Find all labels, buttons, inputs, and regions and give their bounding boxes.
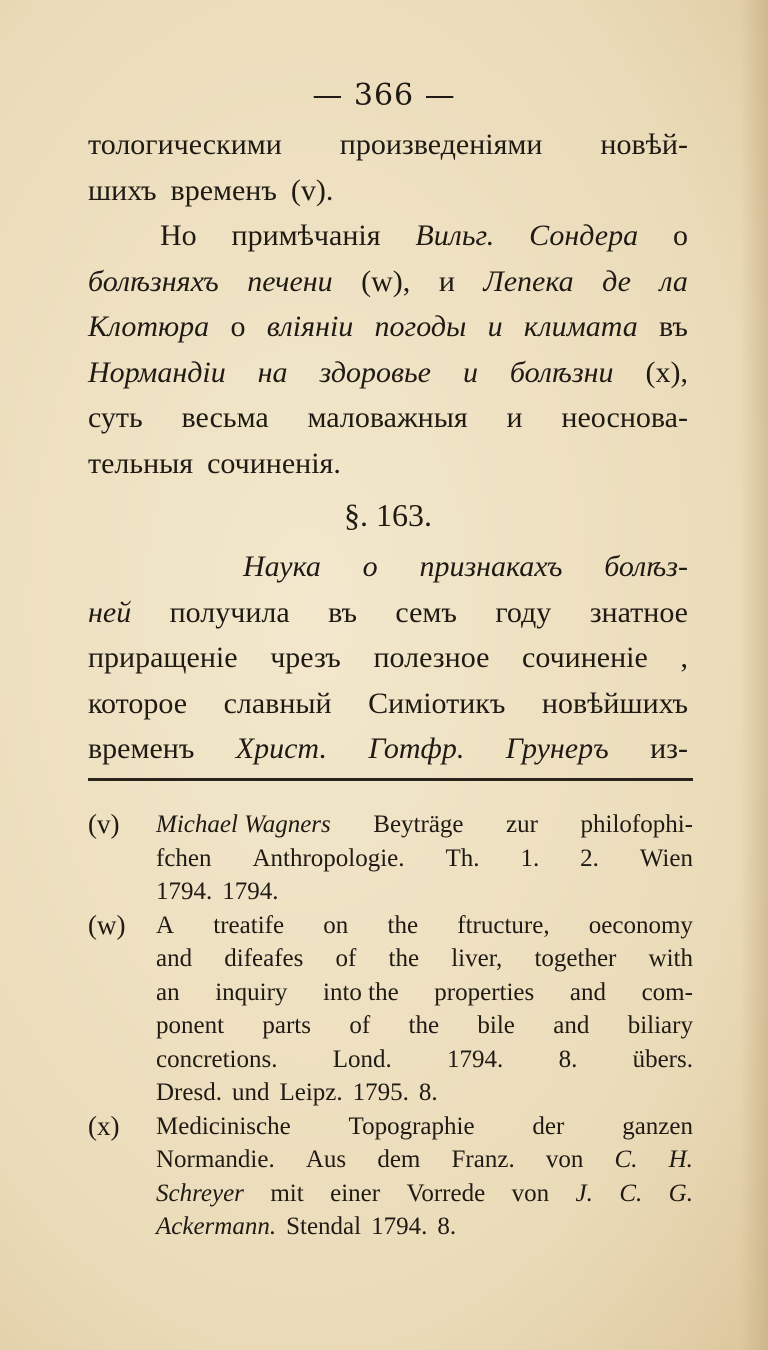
- footnote-ref-x: (x),: [645, 355, 688, 389]
- word: ,: [680, 641, 688, 674]
- title-word: Наука: [243, 550, 321, 583]
- word: H.: [668, 1146, 693, 1173]
- word: liver,: [451, 945, 503, 972]
- word: шихъ: [88, 173, 157, 207]
- word: einer: [330, 1179, 381, 1207]
- word: году: [495, 595, 552, 629]
- word: о: [230, 310, 246, 343]
- footnote-line: [156, 1177, 693, 1211]
- word: on: [323, 911, 349, 939]
- text-line: [88, 635, 688, 681]
- word: Th.: [445, 844, 480, 872]
- word: временъ: [88, 732, 195, 765]
- footnote-line: [156, 1210, 693, 1244]
- word: 8.: [418, 1079, 438, 1106]
- author-name: Вильг.: [415, 219, 495, 252]
- word: Ackermann.: [156, 1213, 277, 1240]
- word: суть: [88, 401, 143, 434]
- author-name: Готфр.: [368, 732, 465, 765]
- word: C.: [619, 1179, 643, 1207]
- word: Симіотикъ: [368, 686, 506, 720]
- footnote-line: [156, 1009, 693, 1043]
- word: an: [156, 978, 180, 1006]
- footnote-ref-v: (v).: [290, 173, 334, 207]
- title-word: болѣзни: [509, 355, 614, 389]
- word: Stendal: [286, 1213, 362, 1240]
- word: Но: [160, 219, 197, 252]
- word: of: [335, 945, 357, 972]
- title-word: здоровье: [319, 355, 431, 389]
- word: 1794.: [222, 878, 279, 905]
- title-word: Нормандіи: [88, 355, 226, 389]
- word: the: [388, 945, 420, 972]
- word: въ: [659, 310, 688, 343]
- word: and: [156, 945, 193, 972]
- word: 2.: [580, 844, 599, 872]
- footnote-line: [156, 1043, 693, 1077]
- word: о: [673, 219, 688, 252]
- word: into the: [323, 978, 399, 1006]
- footnote-line: [156, 808, 693, 842]
- word: примѣчанія: [231, 219, 381, 252]
- text-line: [88, 168, 688, 214]
- word: маловажныя: [307, 401, 468, 434]
- word: произведеніями: [339, 128, 543, 161]
- title-word: на: [257, 355, 288, 389]
- word: concretions.: [156, 1045, 278, 1073]
- word: новѣй-: [600, 128, 688, 161]
- word: 1794.: [156, 878, 213, 905]
- text-line: [88, 304, 688, 350]
- title-word: и: [487, 310, 503, 343]
- word: difeafes: [224, 945, 304, 972]
- title-word: ней: [88, 595, 132, 629]
- word: чрезъ: [270, 641, 341, 674]
- word: zur: [506, 811, 538, 838]
- word: ftructure,: [457, 911, 550, 939]
- footnote-line: [156, 842, 693, 876]
- word: славный: [223, 686, 332, 720]
- word: семъ: [395, 595, 457, 629]
- word: тологическими: [88, 128, 282, 161]
- title-word: признакахъ: [419, 550, 563, 583]
- author-name: Сондера: [529, 219, 639, 252]
- text-line: [88, 213, 688, 259]
- text-line: [88, 544, 688, 590]
- word: dem: [377, 1146, 421, 1173]
- word: Franz.: [451, 1146, 515, 1173]
- word: inquiry: [215, 978, 288, 1006]
- word: ponent: [156, 1012, 225, 1039]
- word: тельныя: [88, 446, 194, 480]
- word: and: [553, 1012, 590, 1039]
- footnote-mark: (v): [88, 809, 120, 839]
- page-number: — 366 —: [312, 78, 456, 113]
- text-line: [88, 441, 688, 487]
- word: of: [349, 1012, 371, 1039]
- footnote-line: [156, 1076, 693, 1110]
- text-line: [88, 122, 688, 168]
- word: неоснова-: [561, 401, 688, 434]
- word: Anthropologie.: [252, 844, 405, 872]
- word: весьма: [181, 401, 269, 434]
- word: A: [156, 911, 175, 939]
- word: mit: [270, 1179, 304, 1207]
- word: Normandie.: [156, 1146, 275, 1173]
- text-line: [88, 395, 688, 441]
- word: übers.: [632, 1045, 693, 1073]
- word: Michael Wagners: [156, 811, 331, 838]
- title-word: вліяніи: [266, 310, 354, 343]
- word: von: [511, 1179, 550, 1207]
- word: приращеніе: [88, 641, 238, 674]
- word: der: [532, 1112, 565, 1140]
- word: Dresd.: [156, 1079, 222, 1106]
- text-line: [88, 350, 688, 396]
- word: новѣйшихъ: [541, 686, 688, 720]
- word: oeconomy: [588, 911, 693, 939]
- word: von: [545, 1146, 584, 1173]
- footnote-line: [156, 875, 693, 909]
- word: Beyträge: [373, 811, 464, 838]
- text-line: [88, 259, 688, 305]
- page-spine-shadow: [740, 0, 768, 1350]
- word: Vorrede: [406, 1179, 486, 1207]
- text-line: [88, 681, 688, 727]
- word: из-: [650, 732, 688, 765]
- word: philofophi-: [580, 811, 693, 838]
- word: получила: [169, 595, 290, 629]
- title-word: и: [462, 355, 478, 389]
- author-name: Христ.: [235, 732, 327, 765]
- word: G.: [668, 1179, 693, 1207]
- word: with: [648, 945, 693, 972]
- section-heading: §. 163.: [344, 497, 432, 533]
- word: которое: [88, 686, 188, 720]
- author-name: де: [602, 264, 631, 298]
- word: und: [231, 1079, 270, 1106]
- word: ganzen: [622, 1112, 693, 1140]
- word: C.: [614, 1146, 638, 1173]
- word: Leipz.: [279, 1079, 343, 1106]
- word: together: [534, 945, 617, 972]
- title-word: печени: [247, 264, 333, 298]
- word: и: [506, 401, 523, 434]
- word: the: [387, 911, 419, 939]
- word: Aus: [305, 1146, 347, 1173]
- footnote-line: [156, 1143, 693, 1177]
- word: J.: [575, 1179, 593, 1207]
- word: Medicinische: [156, 1112, 291, 1140]
- author-name: Грунеръ: [505, 732, 609, 765]
- word: полезное: [373, 641, 490, 674]
- text-line: [88, 590, 688, 636]
- word: treatife: [213, 911, 285, 939]
- footnote-line: [156, 1110, 693, 1144]
- word: and: [569, 978, 606, 1006]
- footnote-line: [156, 942, 693, 976]
- author-name: Лепека: [483, 264, 574, 298]
- word: Schreyer: [156, 1179, 244, 1207]
- title-word: погоды: [374, 310, 467, 343]
- word: properties: [434, 978, 535, 1006]
- word: Wien: [639, 844, 693, 872]
- title-word: климата: [523, 310, 638, 343]
- word: и: [438, 264, 455, 298]
- word: 1795.: [352, 1079, 409, 1106]
- word: Topographie: [348, 1112, 475, 1140]
- word: com-: [641, 978, 693, 1006]
- author-name: ла: [659, 264, 688, 298]
- footnote-v: [88, 808, 693, 909]
- footnote-mark: (x): [88, 1110, 120, 1141]
- word: сочиненіе: [522, 641, 648, 674]
- title-word: болѣзняхъ: [88, 264, 219, 298]
- word: parts: [262, 1012, 311, 1039]
- footnote-line: [156, 976, 693, 1010]
- footnote-mark: (w): [88, 909, 126, 940]
- footnotes: [88, 808, 693, 1244]
- footnote-ref-w: (w),: [361, 264, 411, 298]
- footnote-line: [156, 909, 693, 943]
- main-text: [88, 122, 688, 772]
- word: 1794.: [447, 1045, 504, 1073]
- text-line: [88, 726, 688, 772]
- word: fchen: [156, 844, 212, 872]
- word: 8.: [437, 1213, 457, 1240]
- footnote-w: [88, 909, 693, 1110]
- word: сочиненія.: [207, 446, 341, 480]
- word: 8.: [558, 1045, 578, 1073]
- word: biliary: [627, 1012, 693, 1039]
- word: Lond.: [332, 1045, 392, 1073]
- footnote-x: [88, 1110, 693, 1244]
- word: въ: [328, 595, 358, 629]
- title-word: о: [362, 550, 378, 583]
- word: знатное: [589, 595, 688, 629]
- word: 1.: [520, 844, 540, 872]
- word: временъ: [170, 173, 277, 207]
- author-name: Клотюра: [88, 310, 210, 343]
- word: bile: [477, 1012, 515, 1039]
- title-word: болѣз-: [604, 550, 688, 583]
- word: the: [408, 1012, 440, 1039]
- word: 1794.: [371, 1213, 428, 1240]
- footnote-divider: [88, 778, 693, 781]
